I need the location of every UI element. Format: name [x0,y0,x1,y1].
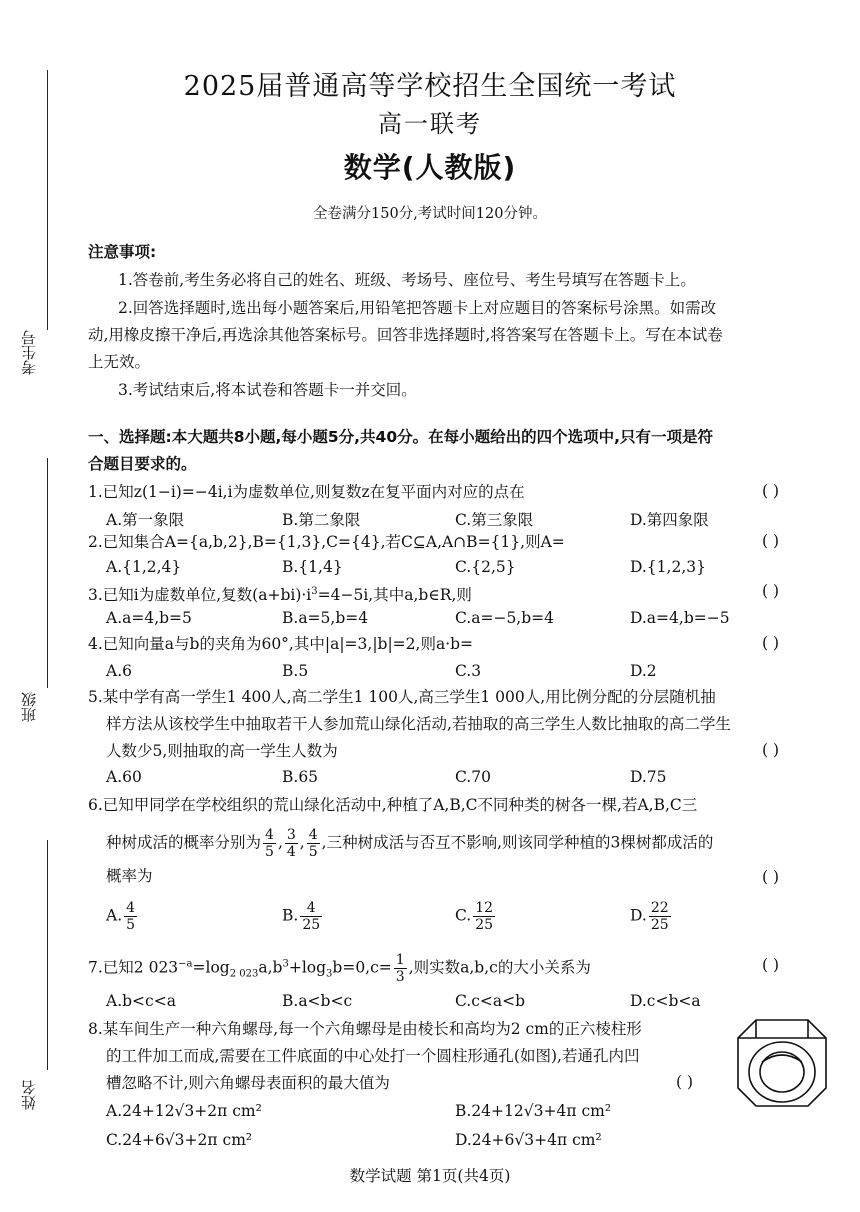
q3-option-b: B.a=5,b=4 [282,609,369,627]
answer-paren: ( ) [762,868,780,886]
q2-option-d: D.{1,2,3} [630,558,706,576]
q4-option-d: D.2 [630,662,657,680]
note-line: 动,用橡皮擦干净后,再选涂其他答案标号。回答非选择题时,将答案写在答题卡上。写在本试卷 [88,326,723,344]
question-8-stem-cont: 槽忽略不计,则六角螺母表面积的最大值为 [106,1074,390,1092]
q5-option-d: D.75 [630,768,667,786]
answer-paren: ( ) [762,482,780,500]
exam-info: 全卷满分150分,考试时间120分钟。 [313,206,547,222]
q2-option-c: C.{2,5} [455,558,516,576]
q6-option-c: C. $\frac{12}{25}$ [455,900,494,933]
section-heading: 一、选择题:本大题共8小题,每小题5分,共40分。在每小题给出的四个选项中,只有一项是符 [88,428,714,446]
q2-option-a: A.{1,2,4} [106,558,182,576]
q8-option-c: C.24+6√3+2π cm² [106,1131,253,1149]
notes-heading: 注意事项: [88,243,157,261]
question-5-stem-cont: 样方法从该校学生中抽取若干人参加荒山绿化活动,若抽取的高三学生人数比抽取的高二学生 [106,715,731,733]
q5-option-b: B.65 [282,768,319,786]
q7-option-c: C.c<a<b [455,992,526,1010]
answer-paren: ( ) [762,634,780,652]
q7-option-d: D.c<b<a [630,992,701,1010]
q6-option-b: B. $\frac{4}{25}$ [282,900,321,933]
page-footer: 数学试题 第1页(共4页) [349,1167,511,1185]
side-label-class: 班级 [20,692,38,722]
question-8-stem: 8.某车间生产一种六角螺母,每一个六角螺母是由棱长和高均为2 cm的正六棱柱形 [88,1020,642,1038]
q1-option-c: C.第三象限 [455,511,534,529]
q4-option-a: A.6 [106,662,132,680]
answer-paren: ( ) [762,582,780,600]
answer-paren: ( ) [762,741,780,759]
question-7-stem: 7.已知2 $023^{-a}=\log_{2 023}a,b^3+\log_3b=0,c=$ $\frac{1}{3}$ ,则实数a,b,c的大小关系为 [88,952,591,985]
question-2-stem: 2.已知集合A={a,b,2},B={1,3},C={4},若C⊆A,A∩B={1},则A= [88,533,565,551]
q8-option-b: B.24+12√3+4π cm² [455,1102,612,1120]
q1-option-b: B.第二象限 [282,511,361,529]
side-label-exam-no: 考生号 [20,330,38,375]
question-8-stem-cont: 的工件加工而成,需要在工件底面的中心处打一个圆柱形通孔(如图),若通孔内凹 [106,1047,640,1065]
q1-option-a: A.第一象限 [106,511,185,529]
note-line: 1.答卷前,考生务必将自己的姓名、班级、考场号、座位号、考生号填写在答题卡上。 [118,271,696,289]
q2-option-b: B.{1,4} [282,558,343,576]
answer-paren: ( ) [762,532,780,550]
question-6-stem: 6.已知甲同学在学校组织的荒山绿化活动中,种植了A,B,C不同种类的树各一棵,若A,B,C三 [88,796,698,814]
subject-title: 数学(人教版) [343,151,517,184]
binding-line-bottom [47,840,48,1070]
question-1-stem: 1.已知z(1−i)=−4i,i为虚数单位,则复数z在复平面内对应的点在 [88,483,525,501]
note-line: 上无效。 [88,353,151,371]
note-line: 3.考试结束后,将本试卷和答题卡一并交回。 [118,381,417,399]
q6-option-a: A. $\frac{4}{5}$ [106,900,136,933]
q4-option-b: B.5 [282,662,309,680]
answer-paren: ( ) [762,956,780,974]
answer-paren: ( ) [676,1073,694,1091]
side-label-name: 姓名 [20,1080,38,1110]
q3-option-a: A.a=4,b=5 [106,609,192,627]
q8-option-a: A.24+12√3+2π cm² [106,1102,262,1120]
q7-option-a: A.b<c<a [106,992,176,1010]
exam-title: 2025届普通高等学校招生全国统一考试 [183,71,677,102]
binding-line-middle [47,458,48,688]
q6-option-d: D. $\frac{22}{25}$ [630,900,669,933]
question-5-stem-cont: 人数少5,则抽取的高一学生人数为 [106,742,338,760]
question-5-stem: 5.某中学有高一学生1 400人,高二学生1 100人,高三学生1 000人,用比例分配的分层随机抽 [88,688,716,706]
q4-option-c: C.3 [455,662,482,680]
q5-option-a: A.60 [106,768,142,786]
q1-option-d: D.第四象限 [630,511,709,529]
q5-option-c: C.70 [455,768,491,786]
q3-option-d: D.a=4,b=−5 [630,609,730,627]
q3-option-c: C.a=−5,b=4 [455,609,555,627]
q8-option-d: D.24+6√3+4π cm² [455,1131,602,1149]
note-line: 2.回答选择题时,选出每小题答案后,用铅笔把答题卡上对应题目的答案标号涂黑。如需改 [118,299,717,317]
q7-option-b: B.a<b<c [282,992,353,1010]
question-6-stem-cont: 种树成活的概率分别为 $\frac{4}{5}$ , $\frac{3}{4}$ , $\frac{4}{5}$ ,三种树成活与否互不影响,则该同学种植的3棵树都成活的 [106,827,714,860]
question-4-stem: 4.已知向量a与b的夹角为60°,其中|a|=3,|b|=2,则a·b= [88,635,474,653]
section-heading-cont: 合题目要求的。 [88,455,197,473]
question-3-stem: 3.已知i为虚数单位,复数$(a+bi)\cdot i^3=4-5i$,其中a,b∈R,则 [88,586,472,605]
question-6-stem-cont: 概率为 [106,867,153,885]
hex-nut-figure [734,1012,830,1112]
exam-subtitle: 高一联考 [378,110,482,138]
